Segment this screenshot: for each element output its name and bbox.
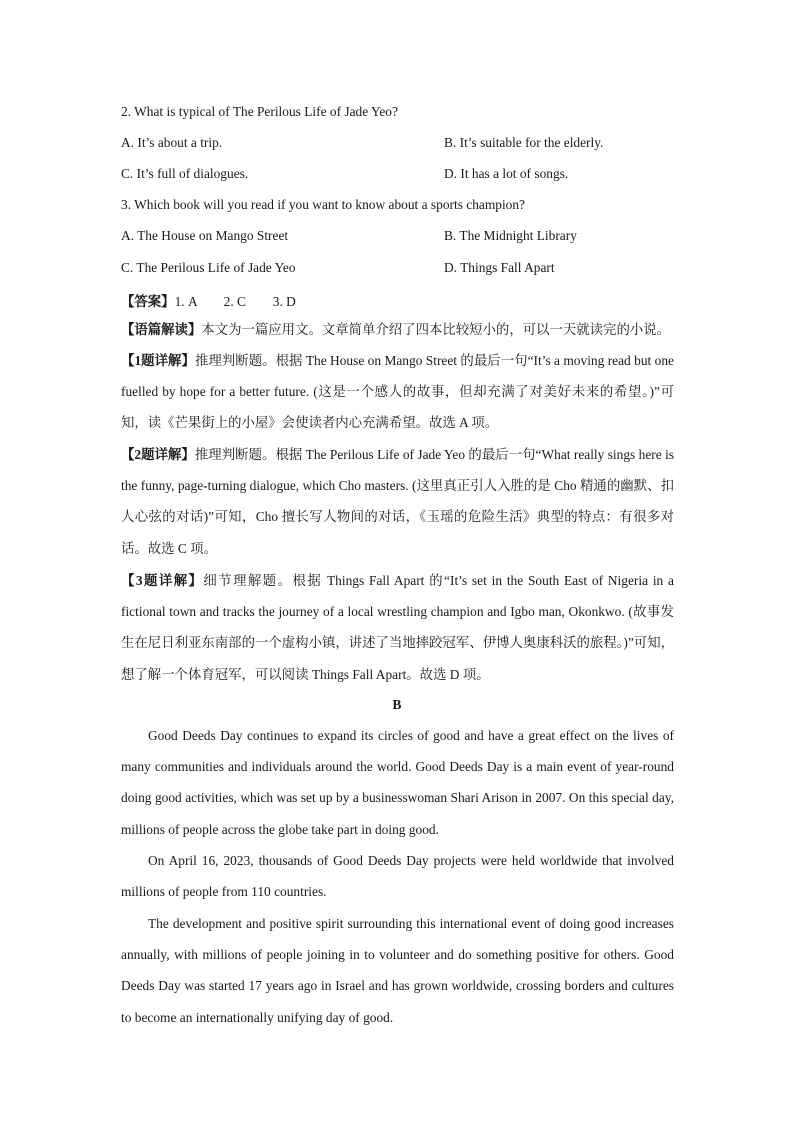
question-3-option-a: A. The House on Mango Street xyxy=(121,228,289,243)
passage-paragraph-1: Good Deeds Day continues to expand its circles of good and have a great effect on the lives of many communities and individuals around the world. Good Deeds Day is a main event of year-round doing good activities, which was set up by a businesswoman Shari Arison in 2007. On this special day, millions of people across the globe take part in doing good. xyxy=(121,728,674,837)
passage-paragraph-2: On April 16, 2023, thousands of Good Deeds Day projects were held worldwide that involved millions of people from 110 countries. xyxy=(121,853,674,900)
analysis-text: 本文为一篇应用文。文章简单介绍了四本比较短小的，可以一天就读完的小说。 xyxy=(201,322,671,337)
question-3-option-b: B. The Midnight Library xyxy=(444,228,577,243)
detail-3-paragraph xyxy=(121,565,674,690)
detail-2-text: 推理判断题。根据 The Perilous Life of Jade Yeo 的最后一句“What really sings here is the funny, page-turning dialogue, which Cho masters. (这里真正引人入胜的是 Cho 精通的幽默、扣人心弦的对话)”可知，Cho 擅长写人物间的对话，《玉瑶的危险生活》典型的特点：有很多对话。故选 C 项。 xyxy=(121,447,674,556)
detail-1-paragraph xyxy=(121,345,674,439)
detail-1-label: 【1题详解】 xyxy=(121,353,195,368)
question-3-stem: 3. Which book will you read if you want to know about a sports champion? xyxy=(121,197,526,212)
section-heading: B xyxy=(392,697,402,712)
question-2-option-b: B. It’s suitable for the elderly. xyxy=(444,135,604,150)
answer-label: 【答案】 xyxy=(121,294,175,309)
detail-3-text: 细节理解题。根据 Things Fall Apart 的“It’s set in the South East of Nigeria in a fictional town and tracks the journey of a local wrestling champion and Igbo man, Okonkwo. (故事发生在尼日利亚东南部的一个虚构小镇，讲述了当地摔跤冠军、伊博人奥康科沃的旅程。)”可知，想了解一个体育冠军，可以阅读 Things Fall Apart。故选 D 项。 xyxy=(121,573,674,682)
answer-text: 1. A 2. C 3. D xyxy=(174,294,296,309)
passage-paragraph-3: The development and positive spirit surrounding this international event of doing good increases annually, with millions of people joining in to volunteer and do something positive for others. Good Deeds Day was started 17 years ago in Israel and has grown worldwide, crossing borders and cultures to become an internationally unifying day of good. xyxy=(121,916,674,1025)
question-2-option-a: A. It’s about a trip. xyxy=(121,135,223,150)
question-2-stem: 2. What is typical of The Perilous Life of Jade Yeo? xyxy=(121,104,398,119)
question-2-option-d: D. It has a lot of songs. xyxy=(444,166,569,181)
detail-2-label: 【2题详解】 xyxy=(121,447,195,462)
question-2-option-c: C. It’s full of dialogues. xyxy=(121,166,249,181)
analysis-paragraph xyxy=(121,314,674,345)
detail-2-paragraph xyxy=(121,439,674,564)
detail-3-label: 【3题详解】 xyxy=(121,573,204,588)
answer-line xyxy=(121,291,296,310)
question-3-option-d: D. Things Fall Apart xyxy=(444,260,555,275)
analysis-label: 【语篇解读】 xyxy=(121,322,202,337)
question-3-option-c: C. The Perilous Life of Jade Yeo xyxy=(121,260,296,275)
detail-1-text: 推理判断题。根据 The House on Mango Street 的最后一句“It’s a moving read but one fuelled by hope for a better future. (这是一个感人的故事，但却充满了对美好未来的希望。)”可知，读《芒果街上的小屋》会使读者内心充满希望。故选 A 项。 xyxy=(121,353,674,431)
